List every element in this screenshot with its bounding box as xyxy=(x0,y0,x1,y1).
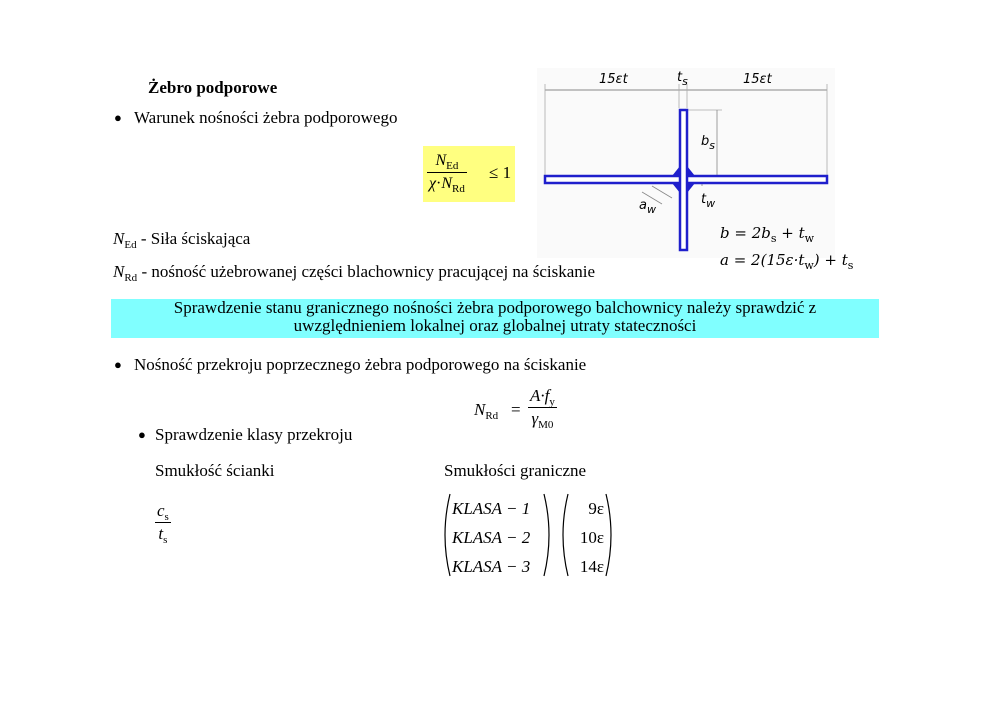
smuklosc-label: Smukłość ścianki xyxy=(155,461,275,480)
bullet-3-text: Sprawdzenie klasy przekroju xyxy=(155,425,353,444)
bs-label: $b_s$ xyxy=(701,134,715,152)
condition-formula-box xyxy=(423,146,515,202)
condition-relation: ≤ 1 xyxy=(489,163,512,182)
ned-definition: $N_{Ed}$ - Siła ściskająca xyxy=(113,229,251,251)
bullet-1-text: Warunek nośności żebra podporowego xyxy=(134,108,398,127)
nrd-definition: $N_{Rd}$ - nośność użebrowanej części blachownicy pracującej na ściskanie xyxy=(113,262,596,284)
tw-label: $t_w$ xyxy=(701,192,716,210)
info-banner xyxy=(111,299,879,338)
dim-right-label: 15εt xyxy=(743,72,772,87)
stiffener-plate xyxy=(680,110,687,250)
formula-a: $a = 2(15\varepsilon\cdot t_w) + t_s$ xyxy=(720,251,854,272)
limit-item: 9ε xyxy=(588,499,604,518)
class-item: KLASA − 1 xyxy=(452,499,531,518)
condition-fraction xyxy=(427,150,467,195)
aw-label: $a_w$ xyxy=(639,198,656,216)
formula-b: $b = 2b_s + t_w$ xyxy=(720,224,815,245)
section-title: Żebro podporowe xyxy=(148,78,278,97)
banner-line-1: Sprawdzenie stanu granicznego nośności żebra podporowego balchownicy należy sprawdzić z xyxy=(173,298,817,317)
bullet-dot: ● xyxy=(138,427,146,442)
bullet-2-text: Nośność przekroju poprzecznego żebra podporowego na ściskanie xyxy=(134,355,587,374)
limit-list xyxy=(568,494,604,581)
nrd-fraction: $\frac{A\cdot f_y}{\gamma_{M0}}$ xyxy=(530,386,555,431)
bullet-dot: ● xyxy=(114,110,122,125)
dim-mid-label: $t_s$ xyxy=(677,70,688,88)
condition-denominator: $\chi\cdot N_{Rd}$ xyxy=(429,175,465,195)
class-item: KLASA − 2 xyxy=(452,528,531,547)
class-list xyxy=(452,494,530,581)
dim-left-label: 15εt xyxy=(599,72,628,87)
limit-item: 10ε xyxy=(579,528,604,547)
condition-numerator: $N_{Ed}$ xyxy=(427,150,467,173)
bullet-dot: ● xyxy=(114,357,122,372)
limit-item: 14ε xyxy=(579,557,604,576)
cs-ts-fraction: $\frac{c_s}{t_s}$ xyxy=(157,501,169,546)
smuklosc-graniczne-label: Smukłości graniczne xyxy=(444,461,587,480)
banner-line-2: uwzględnieniem lokalnej oraz globalnej utraty stateczności xyxy=(293,316,697,335)
class-item: KLASA − 3 xyxy=(452,557,531,576)
